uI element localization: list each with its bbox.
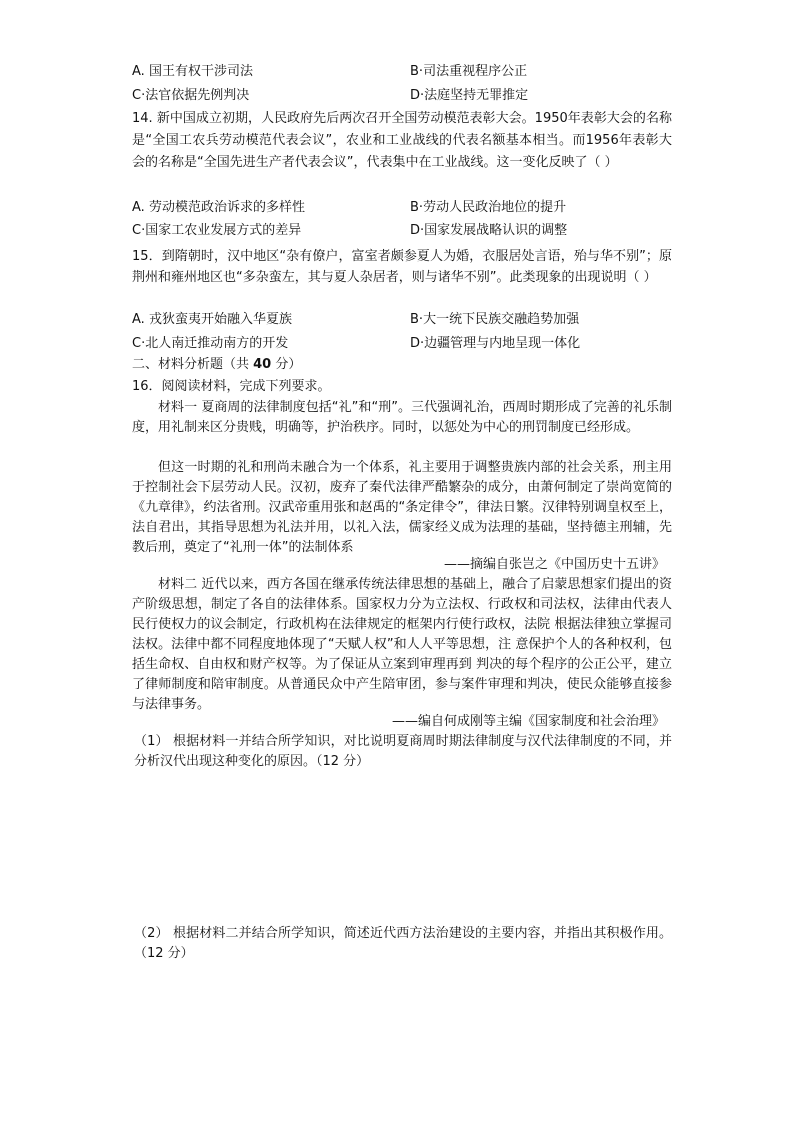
option-text: 司法重视程序公正 [423, 64, 528, 79]
option-text: 北人南迁推动南方的开发 [145, 336, 289, 351]
option-text: 戎狄蛮夷开始融入华夏族 [148, 312, 292, 327]
q15-option-b[interactable]: B·大一统下民族交融趋势加强 [410, 312, 580, 327]
option-label: A [132, 312, 141, 327]
material-2-paragraph: 材料二 近代以来，西方各国在继承传统法律思想的基础上，融合了启蒙思想家们提出的资产阶级思想，制定了各自的法律体系。国家权力分为立法权、行政权和司法权，法律由代表人民行使权力的议会制定，行政机构在法律规定的框架内行使行政权，法院 根据法律独立掌握司法权。法律中都不同程度地体现了“天赋人权”和人人平等思想，注 意保护个人的各种权利，包括生命权、自由权和财产权等。为了保证从立案到审理再到 判决的每个程序的公正公平，建立了律师制度和陪审制度。从普通民众中产生陪审团，参与案件审理和判决，使民众能够直接参与法律事务。 [132, 577, 672, 712]
q14-option-b[interactable]: B·劳动人民政治地位的提升 [410, 200, 567, 215]
option-label: C [132, 336, 142, 351]
sub-question-1: （1） 根据材料一并结合所学知识，对比说明夏商周时期法律制度与汉代法律制度的不同，并分析汉代出现这种变化的原因。（12 分） [134, 734, 672, 769]
q15-options-row-2 [132, 334, 672, 354]
q15-option-c[interactable]: C·北人南迁推动南方的开发 [132, 336, 289, 351]
q15-option-d[interactable]: D·边疆管理与内地呈现一体化 [410, 336, 581, 351]
option-label: B [410, 64, 419, 79]
option-text: 法庭坚持无罪推定 [424, 88, 529, 103]
q16-intro: 16．阅阅读材料，完成下列要求。 [132, 379, 331, 394]
material-1-paragraph-2: 但这一时期的礼和刑尚未融合为一个体系，礼主要用于调整贵族内部的社会关系，刑主用于控制社会下层劳动人民。汉初，废弃了秦代法律严酷繁杂的成分，由萧何制定了崇尚宽简的《九章律》，约法省刑。汉武帝重用张和赵禹的“条定律令”，律法日繁。汉律特别调皇权至上，法自君出，其指导思想为礼法并用，以礼入法，儒家经义成为法理的基础，坚持德主刑辅，先教后刑，奠定了“礼刑一体”的法制体系 [132, 460, 672, 555]
option-text: 国家工农业发展方式的差异 [145, 223, 302, 238]
q13-option-a[interactable]: A. 国王有权干涉司法 [132, 64, 253, 79]
q14-options-row-2 [132, 221, 672, 241]
q15-option-a[interactable]: A. 戎狄蛮夷开始融入华夏族 [132, 312, 292, 327]
q15-options-row-1 [132, 310, 672, 330]
q14-stem: 14. 新中国成立初期，人民政府先后两次召开全国劳动模范表彰大会。1950年表彰大会的名称是“全国工农兵劳动模范代表会议”，农业和工业战线的代表名额基本相当。而1956年表彰大会的名称是“全国先进生产者代表会议”，代表集中在工业战线。这一变化反映了（ ） [132, 111, 672, 170]
q13-option-b[interactable]: B·司法重视程序公正 [410, 64, 528, 79]
section-heading-suffix: 分） [271, 357, 302, 372]
section-heading-prefix: 二、材料分析题（共 [132, 357, 254, 372]
option-label: D [410, 336, 421, 351]
option-label: D [410, 88, 421, 103]
q13-options-row-1 [132, 62, 672, 82]
section-score: 40 [253, 357, 272, 372]
material-1-source: ——摘编自张岂之《中国历史十五讲》 [443, 557, 665, 572]
option-label: C [132, 88, 142, 103]
sub-question-2: （2） 根据材料二并结合所学知识，简述近代西方法治建设的主要内容，并指出其积极作用。（12 分） [134, 926, 672, 961]
material-2-source: ——编自何成刚等主编《国家制度和社会治理》 [391, 714, 665, 729]
q14-option-a[interactable]: A. 劳动模范政治诉求的多样性 [132, 200, 305, 215]
option-text: 法官依据先例判决 [145, 88, 250, 103]
option-text: 劳动人民政治地位的提升 [423, 200, 567, 215]
option-label: A [132, 200, 141, 215]
option-text: 边疆管理与内地呈现一体化 [424, 336, 581, 351]
q14-options-row-1 [132, 198, 672, 218]
q13-option-c[interactable]: C·法官依据先例判决 [132, 88, 250, 103]
option-label: A [132, 64, 141, 79]
material-1-paragraph-1: 材料一 夏商周的法律制度包括“礼”和“刑”。三代强调礼治，西周时期形成了完善的礼乐制度，用礼制来区分贵贱，明确等，护治秩序。同时，以惩处为中心的刑罚制度已经形成。 [132, 400, 672, 435]
option-label: B [410, 312, 419, 327]
q14-option-c[interactable]: C·国家工农业发展方式的差异 [132, 223, 302, 238]
option-label: C [132, 223, 142, 238]
option-label: D [410, 223, 421, 238]
option-text: 国家发展战略认识的调整 [424, 223, 568, 238]
q15-stem: 15．到隋朝时，汉中地区“杂有僚户，富室者颇参夏人为婚，衣服居处言语，殆与华不别”；原荆州和雍州地区也“多杂蛮左，其与夏人杂居者，则与诸华不别”。此类现象的出现说明（ ） [132, 249, 672, 285]
q13-option-d[interactable]: D·法庭坚持无罪推定 [410, 88, 529, 103]
q14-option-d[interactable]: D·国家发展战略认识的调整 [410, 223, 568, 238]
section-heading [132, 356, 301, 374]
q13-options-row-2 [132, 86, 672, 106]
option-text: 劳动模范政治诉求的多样性 [148, 200, 305, 215]
option-label: B [410, 200, 419, 215]
option-text: 国王有权干涉司法 [148, 64, 253, 79]
option-text: 大一统下民族交融趋势加强 [423, 312, 580, 327]
